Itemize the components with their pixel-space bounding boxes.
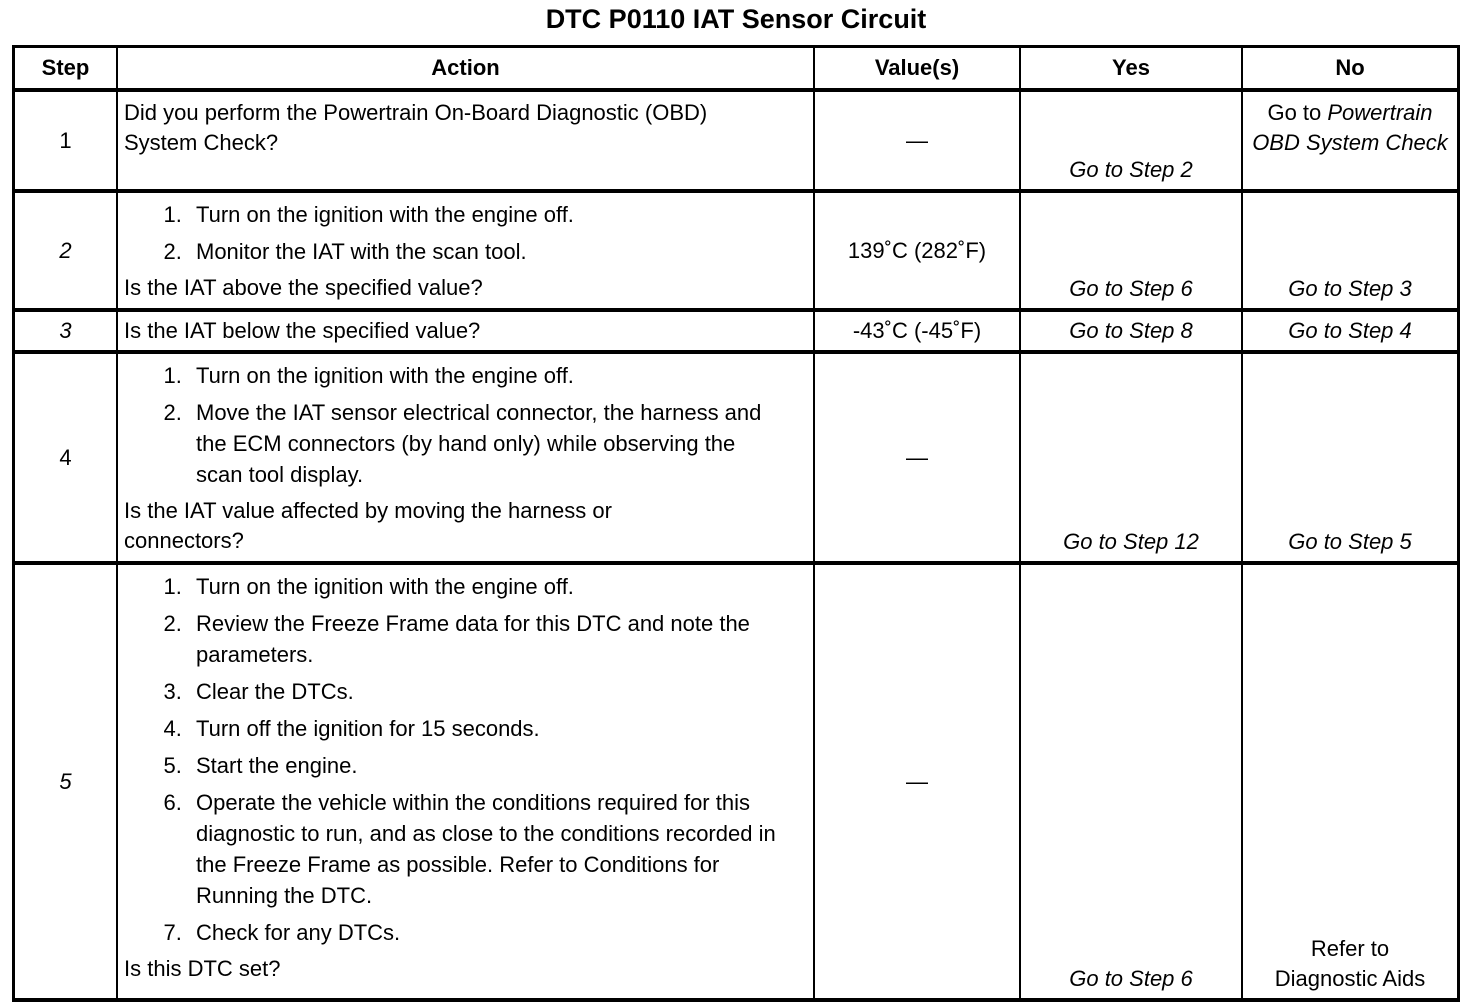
action-step: 1. Turn on the ignition with the engine off.: [188, 199, 807, 230]
header-action: Action: [117, 47, 814, 91]
value-cell: [814, 191, 1020, 310]
no-cell: [1242, 90, 1459, 191]
action-cell: [117, 310, 814, 352]
value-cell: [814, 563, 1020, 1000]
action-text: Did you perform the Powertrain On-Board Diagnostic (OBD) System Check?: [124, 100, 708, 155]
value-cell: [814, 352, 1020, 563]
step-number: 2: [14, 191, 118, 310]
step-number: 4: [14, 352, 118, 563]
table-row: [14, 90, 1459, 191]
page-title: DTC P0110 IAT Sensor Circuit: [545, 4, 927, 34]
header-row: [14, 47, 1459, 91]
no-goto-link[interactable]: Go to Step 5: [1288, 529, 1412, 554]
yes-goto-link[interactable]: Go to Step 6: [1069, 276, 1193, 301]
action-step: 2. Review the Freeze Frame data for this DTC and note the parameters.: [188, 608, 807, 670]
action-step: 5. Start the engine.: [188, 750, 807, 781]
no-target: Powertrain OBD System Check: [1252, 100, 1448, 155]
header-step: Step: [14, 47, 118, 91]
header-yes: Yes: [1020, 47, 1242, 91]
value-text: —: [906, 444, 928, 470]
action-cell: [117, 352, 814, 563]
action-question: Is this DTC set?: [124, 956, 281, 981]
action-steps: [124, 199, 807, 267]
action-step: 7. Check for any DTCs.: [188, 917, 807, 948]
value-text: —: [906, 768, 928, 794]
action-text: Is the IAT below the specified value?: [124, 318, 481, 343]
no-goto-link[interactable]: Go to Step 3: [1288, 276, 1412, 301]
action-step: 1. Turn on the ignition with the engine off.: [188, 360, 767, 391]
value-text: —: [906, 127, 928, 153]
no-goto-link[interactable]: Refer to Diagnostic Aids: [1274, 936, 1426, 991]
yes-cell: [1020, 191, 1242, 310]
table-row: [14, 310, 1459, 352]
yes-goto-link[interactable]: Go to Step 8: [1069, 318, 1193, 343]
yes-cell: [1020, 352, 1242, 563]
table-row: [14, 191, 1459, 310]
action-cell: [117, 563, 814, 1000]
yes-goto-link[interactable]: Go to Step 2: [1069, 157, 1193, 182]
table-row: [14, 352, 1459, 563]
yes-cell: [1020, 90, 1242, 191]
action-cell: [117, 191, 814, 310]
action-cell: [117, 90, 814, 191]
no-cell: [1242, 563, 1459, 1000]
no-goto-link[interactable]: Go to Step 4: [1288, 318, 1412, 343]
action-question: Is the IAT above the specified value?: [124, 275, 483, 300]
value-cell: [814, 310, 1020, 352]
diagnostic-table: [12, 45, 1460, 1002]
no-cell: [1242, 352, 1459, 563]
yes-cell: [1020, 310, 1242, 352]
no-cell: [1242, 310, 1459, 352]
no-prefix: Go to: [1267, 100, 1328, 125]
action-question: Is the IAT value affected by moving the harness or connectors?: [124, 498, 612, 553]
action-steps: [124, 360, 807, 490]
yes-cell: [1020, 563, 1242, 1000]
yes-goto-link[interactable]: Go to Step 6: [1069, 966, 1193, 991]
action-step: 4. Turn off the ignition for 15 seconds.: [188, 713, 807, 744]
action-step: 3. Clear the DTCs.: [188, 676, 807, 707]
header-no: No: [1242, 47, 1459, 91]
value-cell: [814, 90, 1020, 191]
value-text: 139˚C (282˚F): [847, 237, 987, 263]
yes-goto-link[interactable]: Go to Step 12: [1063, 529, 1199, 554]
no-cell: [1242, 191, 1459, 310]
action-steps: [124, 571, 807, 948]
header-values: Value(s): [814, 47, 1020, 91]
step-number: 5: [14, 563, 118, 1000]
action-step: 6. Operate the vehicle within the conditions required for this diagnostic to run, and as close to the conditions recorded in the Freeze Frame as possible. Refer to Conditions for Running the DTC.: [188, 787, 807, 911]
action-step: 2. Monitor the IAT with the scan tool.: [188, 236, 807, 267]
action-step: 2. Move the IAT sensor electrical connector, the harness and the ECM connectors (by hand only) while observing the scan tool display.: [188, 397, 767, 490]
step-number: 3: [14, 310, 118, 352]
table-row: [14, 563, 1459, 1000]
value-text: -43˚C (-45˚F): [852, 318, 982, 343]
no-goto-link[interactable]: [1243, 92, 1457, 162]
step-number: 1: [14, 90, 118, 191]
action-step: 1. Turn on the ignition with the engine off.: [188, 571, 807, 602]
